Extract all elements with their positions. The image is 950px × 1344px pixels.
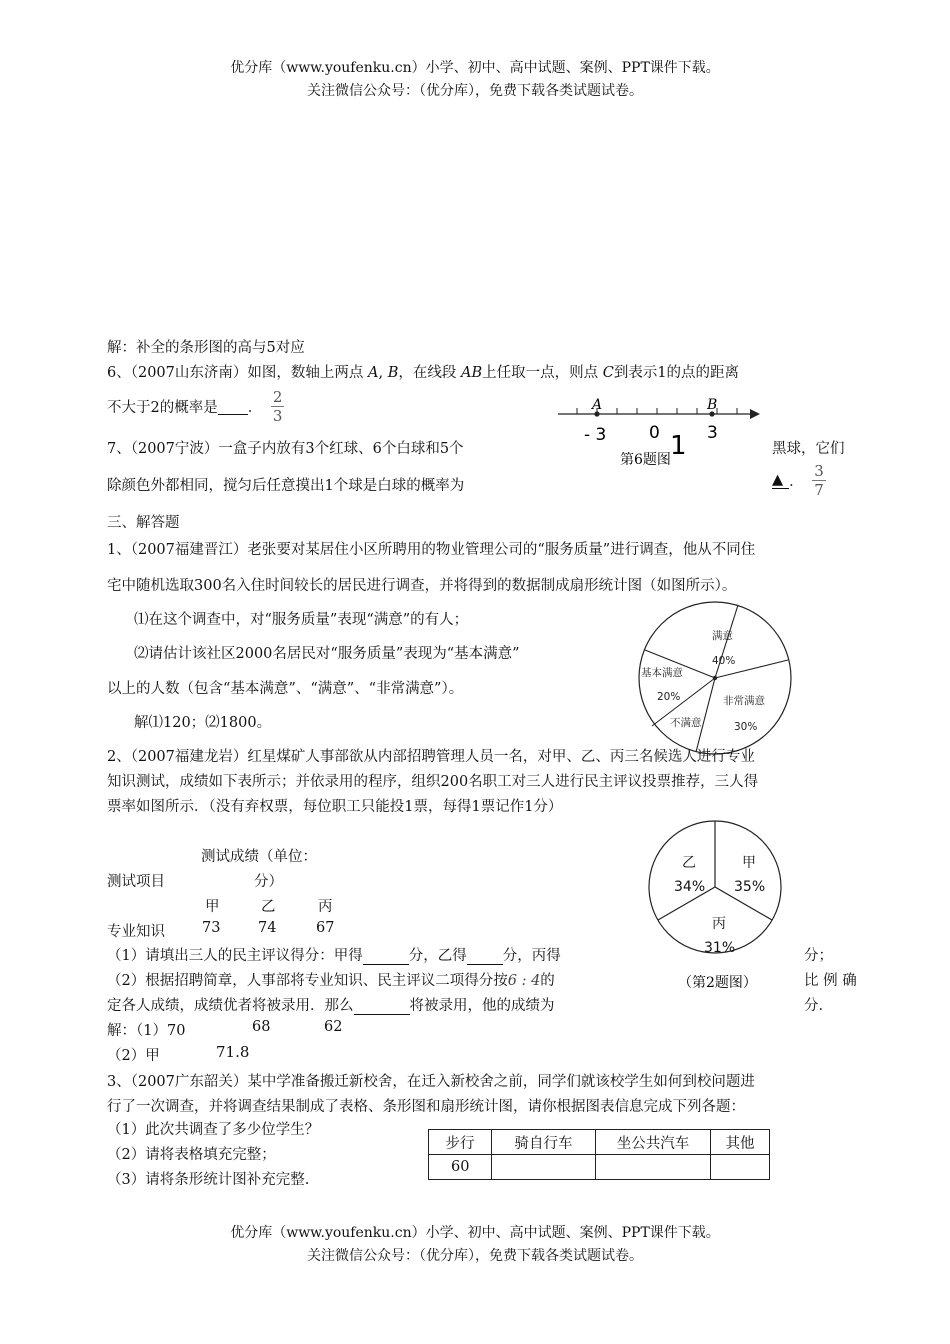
tick-label-3: 3 bbox=[707, 423, 718, 443]
q6-line-2-text: 不大于2的概率是 bbox=[107, 400, 218, 416]
q7-answer-numerator: 3 bbox=[814, 462, 824, 480]
q7-answer-fraction bbox=[812, 462, 826, 499]
p2-pie-chart bbox=[640, 815, 800, 995]
q6-text-c: 上任取一点，则点 bbox=[482, 365, 599, 381]
header-line-1: 优分库（www.youfenku.cn）小学、初中、高中试题、案例、PPT课件下载。 bbox=[230, 60, 720, 76]
tick-label-minus-3: - 3 bbox=[584, 425, 607, 445]
p2-answer-2-val: 71.8 bbox=[216, 1043, 250, 1061]
q6-point-b: B bbox=[387, 365, 399, 381]
p2-q3-right: 分． bbox=[804, 998, 833, 1014]
p3-td-bike[interactable] bbox=[492, 1155, 596, 1180]
pie2-label-jia: 甲 bbox=[742, 855, 756, 871]
p2-line-1: 2、（2007福建龙岩）红星煤矿人事部欲从内部招聘管理人员一名，对甲、乙、丙三名候选人进行专业 bbox=[107, 749, 755, 765]
p2-score-head-b: 分） bbox=[254, 874, 283, 890]
p2-pie-caption: （第2题图） bbox=[678, 975, 757, 991]
p2-q2 bbox=[107, 969, 555, 990]
pie1-label-feichang: 非常满意 bbox=[723, 695, 765, 707]
q7-answer bbox=[772, 462, 826, 499]
p2-score-yi: 74 bbox=[258, 920, 277, 936]
p3-sub-1: （1）此次共调查了多少位学生？ bbox=[107, 1122, 320, 1138]
p3-th-bus: 坐公共汽车 bbox=[596, 1130, 711, 1155]
pie2-pct-yi: 34% bbox=[674, 879, 706, 895]
p3-th-other: 其他 bbox=[711, 1130, 770, 1155]
p2-q1-blank-1 bbox=[363, 948, 409, 965]
q6-sep: , bbox=[378, 365, 384, 381]
pie1-label-bumanyi: 不满意 bbox=[670, 717, 702, 729]
p2-q2-b: 的 bbox=[540, 973, 555, 989]
p2-col-bing: 丙 bbox=[318, 899, 333, 915]
p2-col-jia: 甲 bbox=[205, 899, 220, 915]
p1-pie-center bbox=[713, 676, 717, 680]
p1-answer: 解⑴120；⑵1800。 bbox=[134, 715, 272, 731]
p2-score-jia: 73 bbox=[202, 920, 221, 936]
p2-q1-d: 分； bbox=[804, 948, 833, 964]
p2-q3 bbox=[107, 994, 555, 1015]
p2-q1-a: （1）请填出三人的民主评议得分：甲得 bbox=[107, 948, 363, 964]
footer-line-1: 优分库（www.youfenku.cn）小学、初中、高中试题、案例、PPT课件下载。 bbox=[230, 1225, 720, 1241]
number-line-figure bbox=[550, 394, 780, 472]
p2-line-3: 票率如图所示．（没有弃权票，每位职工只能投1票，每得1票记作1分） bbox=[107, 799, 563, 815]
q6-line-1 bbox=[107, 361, 739, 382]
header-line-2: 关注微信公众号：（优分库），免费下载各类试题试卷。 bbox=[307, 83, 643, 99]
p2-score-head-a: 测试成绩（单位： bbox=[201, 849, 317, 865]
point-a-label: A bbox=[592, 397, 603, 413]
q6-text-a: 6、（2007山东济南）如图，数轴上两点 bbox=[107, 365, 364, 381]
q6-segment: AB bbox=[460, 365, 483, 381]
q6-point-c: C bbox=[602, 365, 614, 381]
q6-answer-numerator: 2 bbox=[272, 388, 283, 406]
number-line-arrow bbox=[750, 409, 760, 419]
p3-line-2: 行了一次调查，并将调查结果制成了表格、条形图和扇形统计图，请你根据图表信息完成下列各题： bbox=[107, 1099, 745, 1115]
p3-th-bike: 骑自行车 bbox=[492, 1130, 596, 1155]
p3-table-header-row bbox=[429, 1130, 770, 1155]
p2-answer-1: 解：（1）70 bbox=[107, 1023, 186, 1039]
p2-answer-2: （2）甲 bbox=[107, 1048, 160, 1064]
pie1-pct-manyi: 40% bbox=[712, 655, 736, 667]
pie2-label-bing: 丙 bbox=[712, 916, 726, 932]
p3-sub-2: （2）请将表格填充完整； bbox=[107, 1147, 276, 1163]
p2-q3-a: 定各人成绩，成绩优者将被录用．那么 bbox=[107, 998, 354, 1014]
pie2-label-yi: 乙 bbox=[682, 855, 696, 871]
p2-col-yi: 乙 bbox=[261, 899, 276, 915]
p2-score-bing: 67 bbox=[316, 920, 335, 936]
q6-text-d: 到表示1的点的距离 bbox=[613, 365, 740, 381]
section-3-title: 三、解答题 bbox=[107, 515, 180, 531]
p3-th-walk: 步行 bbox=[429, 1130, 492, 1155]
previous-answer: 解：补全的条形图的高与5对应 bbox=[107, 340, 305, 356]
q6-line-2 bbox=[107, 388, 284, 425]
q6-answer-fraction bbox=[271, 388, 285, 425]
p2-q1-b: 分，乙得 bbox=[408, 948, 467, 964]
p1-line-2: 宅中随机选取300名入住时间较长的居民进行调查，并将得到的数据制成扇形统计图（如图所示）。 bbox=[107, 578, 737, 594]
pie1-pct-jiben: 20% bbox=[657, 691, 681, 703]
p1-sub-1: ⑴在这个调查中，对“服务质量”表现“满意”的有人； bbox=[134, 612, 469, 628]
p3-table-value-row bbox=[429, 1155, 770, 1180]
pie1-pct-feichang: 30% bbox=[734, 721, 758, 733]
tick-label-0: 0 bbox=[649, 423, 660, 443]
q6-answer-blank bbox=[218, 398, 248, 415]
p2-q1-c: 分，丙得 bbox=[502, 948, 561, 964]
p3-td-other[interactable] bbox=[711, 1155, 770, 1180]
p3-td-bus[interactable] bbox=[596, 1155, 711, 1180]
q7-answer-denominator: 7 bbox=[814, 481, 824, 499]
q7-line-1-right: 黑球，它们 bbox=[772, 441, 845, 457]
p1-pie-chart bbox=[630, 600, 800, 760]
tick-label-1: 1 bbox=[670, 431, 687, 461]
p1-line-1: 1、（2007福建晋江）老张要对某居住小区所聘用的物业管理公司的“服务质量”进行调查，他从不同住 bbox=[107, 542, 756, 558]
q7-answer-mark: ▲ bbox=[772, 472, 789, 489]
p3-line-1: 3、（2007广东韶关）某中学准备搬迁新校舍，在迁入新校舍之前，同学们就该校学生如何到校问题进 bbox=[107, 1074, 755, 1090]
number-line-caption: 第6题图 bbox=[620, 452, 671, 468]
pie2-pct-bing: 31% bbox=[704, 940, 736, 956]
q6-text-b: ，在线段 bbox=[398, 365, 457, 381]
p2-q3-blank bbox=[354, 998, 410, 1015]
p3-sub-3: （3）请将条形统计图补充完整. bbox=[107, 1172, 310, 1188]
p2-row-label: 专业知识 bbox=[107, 924, 165, 940]
p2-answer-1-c: 62 bbox=[324, 1019, 343, 1035]
p1-sub-2b: 以上的人数（包含“基本满意”、“满意”、“非常满意”）。 bbox=[107, 681, 464, 697]
pie2-pct-jia: 35% bbox=[734, 879, 766, 895]
pie1-label-jiben: 基本满意 bbox=[641, 667, 683, 679]
p2-item-head: 测试项目 bbox=[107, 874, 165, 890]
pie1-label-manyi: 满意 bbox=[712, 630, 733, 642]
point-b-label: B bbox=[707, 397, 718, 413]
p2-q2-a: （2）根据招聘简章，人事部将专业知识、民主评议二项得分按 bbox=[107, 973, 508, 989]
footer-line-2: 关注微信公众号：（优分库），免费下载各类试题试卷。 bbox=[307, 1248, 643, 1264]
p2-line-2: 知识测试，成绩如下表所示；并依录用的程序，组织200名职工对三人进行民主评议投票推荐，三人得 bbox=[107, 774, 759, 790]
q6-period: ． bbox=[247, 400, 263, 416]
p2-q3-b: 将被录用，他的成绩为 bbox=[409, 998, 555, 1014]
p3-td-walk: 60 bbox=[429, 1155, 492, 1180]
p1-sub-2: ⑵请估计该社区2000名居民对“服务质量”表现为“基本满意” bbox=[134, 646, 520, 662]
p2-answer-1-b: 68 bbox=[252, 1019, 271, 1035]
p2-q2-ratio: 6 : 4 bbox=[507, 973, 541, 989]
q7-line-2-left: 除颜色外都相同，搅匀后任意摸出1个球是白球的概率为 bbox=[107, 478, 465, 494]
q6-answer-denominator: 3 bbox=[272, 407, 283, 425]
p2-q1 bbox=[107, 944, 561, 965]
q7-period: ． bbox=[789, 474, 804, 490]
p2-q2-right: 比 例 确 bbox=[804, 973, 857, 989]
p3-table bbox=[428, 1129, 770, 1180]
q7-line-1-left: 7、（2007宁波）一盒子内放有3个红球、6个白球和5个 bbox=[107, 441, 464, 457]
p2-q1-blank-2 bbox=[467, 948, 503, 965]
q6-point-a: A bbox=[368, 365, 379, 381]
